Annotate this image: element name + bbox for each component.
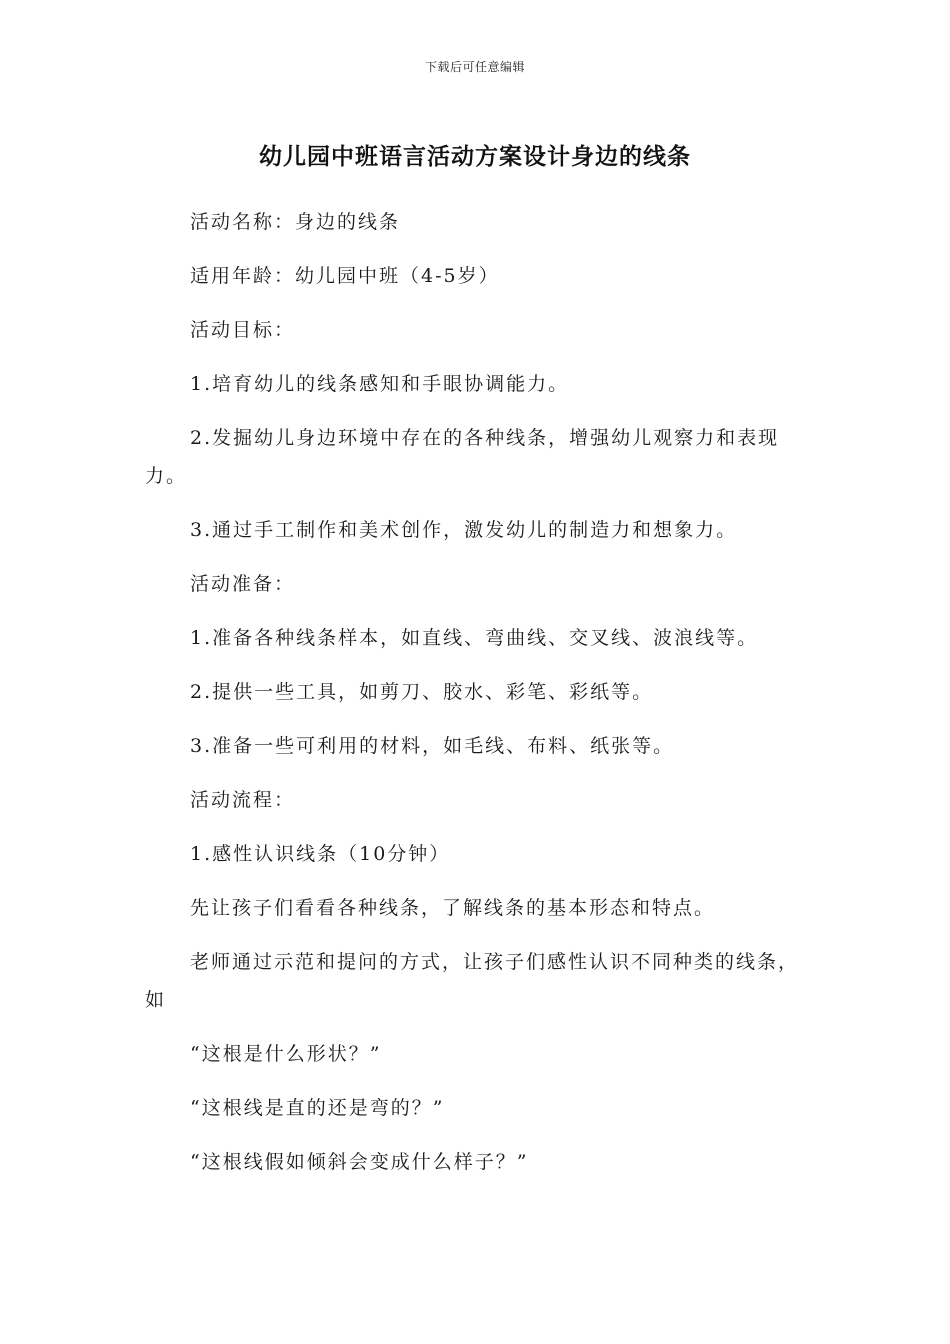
paragraph-step-1-teacher: 老师通过示范和提问的方式，让孩子们感性认识不同种类的线条，如 [145, 951, 800, 1011]
paragraph-step-1-intro: 先让孩子们看看各种线条，了解线条的基本形态和特点。 [190, 897, 716, 919]
paragraph-step-1: 1.感性认识线条（10分钟） [190, 843, 451, 865]
document-title: 幼儿园中班语言活动方案设计身边的线条 [259, 144, 691, 170]
paragraph-prep-3: 3.准备一些可利用的材料，如毛线、布料、纸张等。 [190, 735, 675, 757]
header-note: 下载后可任意编辑 [424, 60, 525, 74]
paragraph-goal-3: 3.通过手工制作和美术创作，激发幼儿的制造力和想象力。 [190, 519, 738, 541]
paragraph-question-1: “这根是什么形状？” [190, 1043, 382, 1065]
paragraph-goal-2: 2.发掘幼儿身边环境中存在的各种线条，增强幼儿观察力和表现力。 [145, 427, 780, 487]
paragraph-age: 适用年龄：幼儿园中班（4-5岁） [190, 265, 500, 287]
paragraph-goals-heading: 活动目标： [190, 319, 296, 341]
paragraph-goal-1: 1.培育幼儿的线条感知和手眼协调能力。 [190, 373, 570, 395]
document-body [145, 203, 805, 1181]
paragraph-prep-2: 2.提供一些工具，如剪刀、胶水、彩笔、彩纸等。 [190, 681, 654, 703]
paragraph-process-heading: 活动流程： [190, 789, 296, 811]
paragraph-question-3: “这根线假如倾斜会变成什么样子？” [190, 1151, 529, 1173]
paragraph-prep-1: 1.准备各种线条样本，如直线、弯曲线、交叉线、波浪线等。 [190, 627, 759, 649]
paragraph-activity-name: 活动名称：身边的线条 [190, 211, 401, 233]
paragraph-prep-heading: 活动准备： [190, 573, 296, 595]
paragraph-question-2: “这根线是直的还是弯的？” [190, 1097, 445, 1119]
